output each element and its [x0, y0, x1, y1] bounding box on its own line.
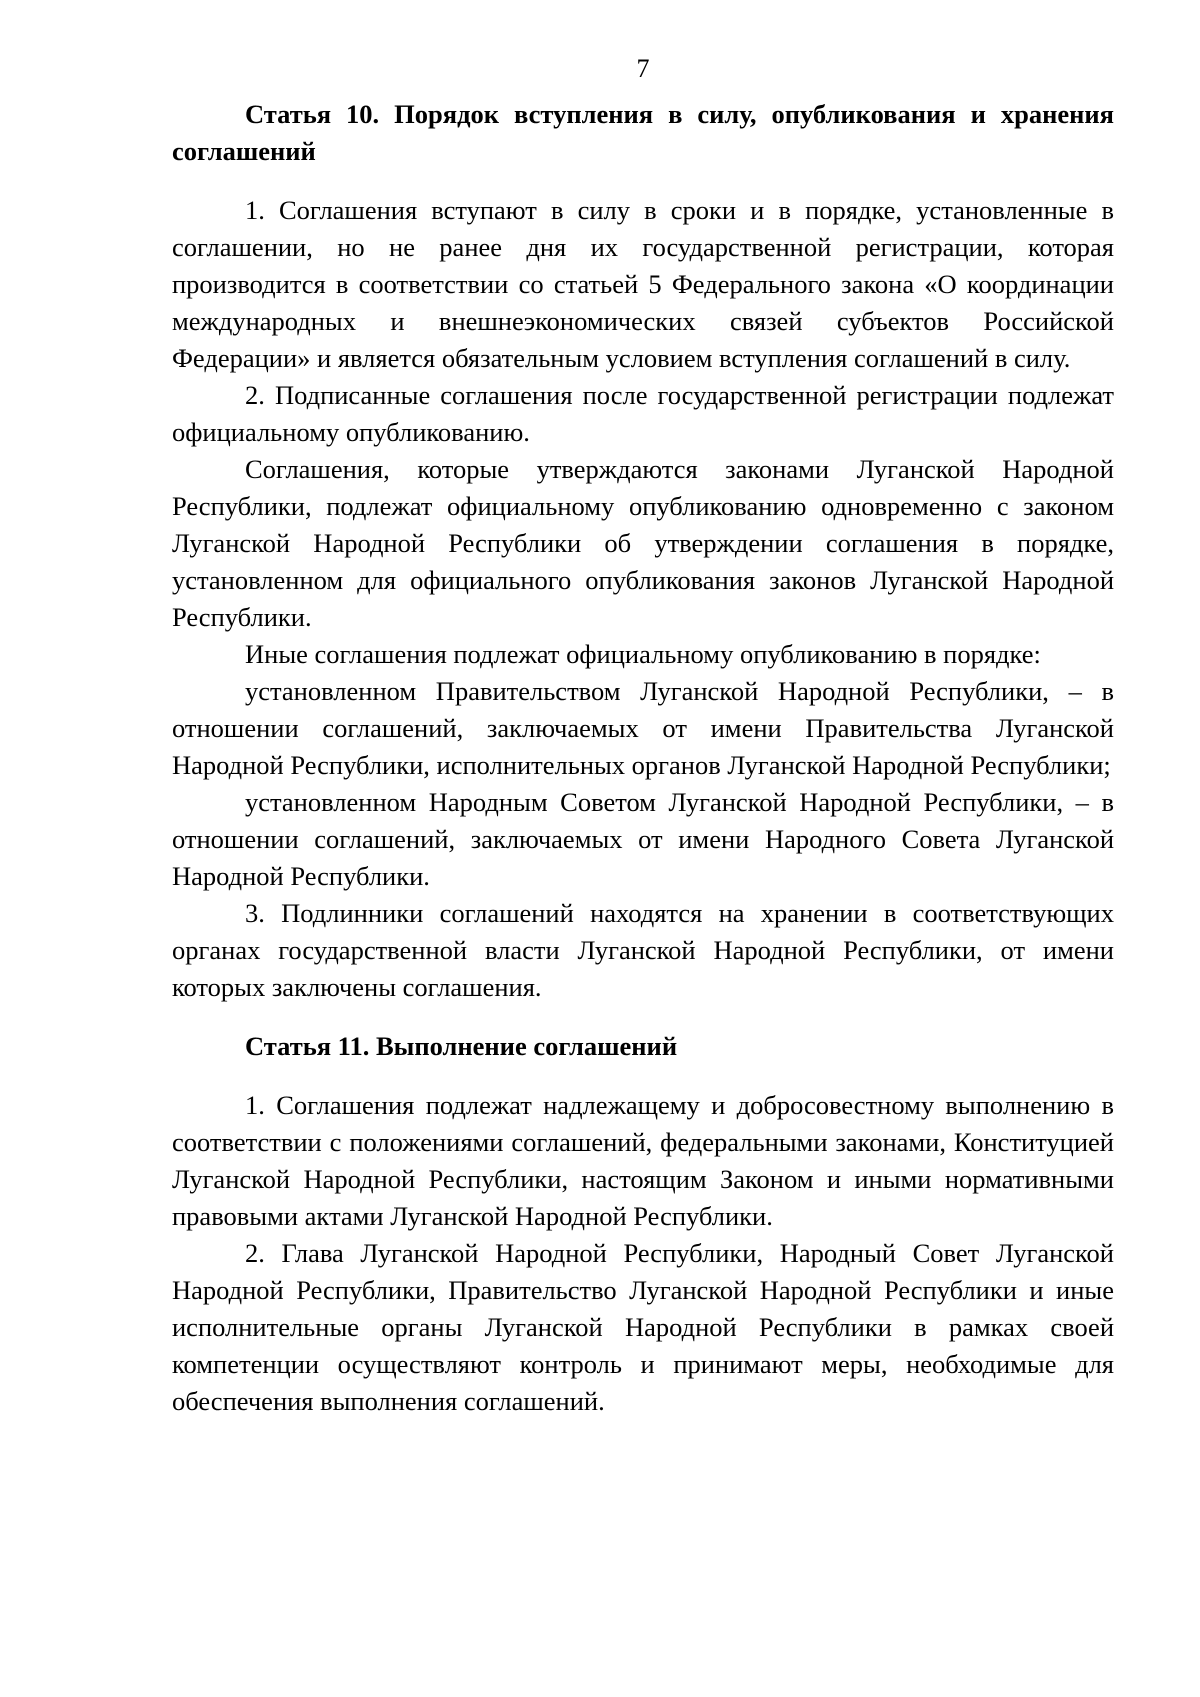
article-10-paragraph: установленном Правительством Луганской Народной Республики, – в отношении соглашений, заключаемых от имени Правительства Луганской Народной Республики, исполнительных органов Луганской Народной Республики; [172, 676, 1114, 780]
article-10-paragraph: 2. Подписанные соглашения после государственной регистрации подлежат официальному опубликованию. [172, 380, 1114, 447]
article-11-paragraph: 2. Глава Луганской Народной Республики, Народный Совет Луганской Народной Республики, Правительство Луганской Народной Республики и иные исполнительные органы Луганской Народной Республики в рамках своей компетенции осуществляют контроль и принимают меры, необходимые для обеспечения выполнения соглашений. [172, 1238, 1114, 1416]
document-page [172, 52, 1114, 1420]
article-11-body [172, 1087, 1114, 1420]
article-11-paragraph: 1. Соглашения подлежат надлежащему и добросовестному выполнению в соответствии с положениями соглашений, федеральными законами, Конституцией Луганской Народной Республики, настоящим Законом и иными нормативными правовыми актами Луганской Народной Республики. [172, 1090, 1114, 1231]
article-10-paragraph: установленном Народным Советом Луганской Народной Республики, – в отношении соглашений, заключаемых от имени Народного Совета Луганской Народной Республики. [172, 787, 1114, 891]
article-10-paragraph: 3. Подлинники соглашений находятся на хранении в соответствующих органах государственной власти Луганской Народной Республики, от имени которых заключены соглашения. [172, 898, 1114, 1002]
article-10-body [172, 192, 1114, 1006]
article-10-paragraph: 1. Соглашения вступают в силу в сроки и в порядке, установленные в соглашении, но не ранее дня их государственной регистрации, которая производится в соответствии со статьей 5 Федерального закона «О координации международных и внешнеэкономических связей субъектов Российской Федерации» и является обязательным условием вступления соглашений в силу. [172, 195, 1114, 373]
page-number: 7 [636, 54, 650, 83]
article-10-paragraph: Иные соглашения подлежат официальному опубликованию в порядке: [245, 639, 1041, 669]
article-10-paragraph: Соглашения, которые утверждаются законами Луганской Народной Республики, подлежат официальному опубликованию одновременно с законом Луганской Народной Республики об утверждении соглашения в порядке, установленном для официального опубликования законов Луганской Народной Республики. [172, 454, 1114, 632]
article-10-title: Статья 10. Порядок вступления в силу, опубликования и хранения соглашений [172, 99, 1114, 166]
article-11-title: Статья 11. Выполнение соглашений [245, 1031, 678, 1061]
